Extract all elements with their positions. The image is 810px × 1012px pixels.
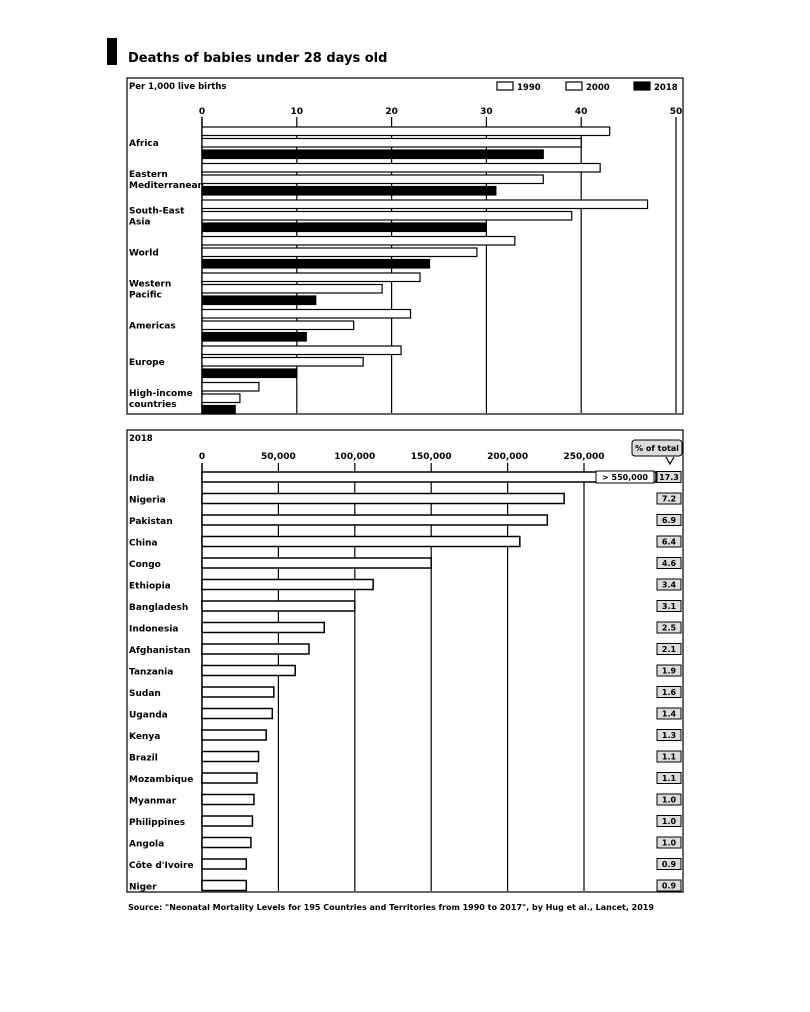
count-bar — [202, 687, 274, 697]
pct-value: 2.5 — [661, 623, 677, 633]
rate-tick-label: 10 — [290, 107, 304, 117]
rate-bar-2018 — [202, 150, 543, 159]
rate-bar-2018 — [202, 223, 486, 232]
country-label: Côte d'Ivoire — [129, 861, 194, 871]
pct-value: 6.9 — [661, 516, 677, 525]
country-label: Tanzania — [129, 667, 174, 678]
legend-label-2000: 2000 — [586, 83, 610, 93]
count-bar — [202, 644, 309, 654]
count-tick-label: 150,000 — [410, 452, 452, 462]
pct-value: 1.3 — [661, 731, 677, 740]
country-label: Nigeria — [129, 495, 166, 506]
legend-label-1990: 1990 — [517, 83, 541, 93]
count-bar — [202, 859, 246, 869]
count-tick-label: 100,000 — [334, 452, 376, 462]
rate-bar-2018 — [202, 187, 496, 196]
panel-rate-title: Per 1,000 live births — [129, 82, 227, 92]
page-title: Deaths of babies under 28 days old — [128, 51, 388, 66]
rate-tick-label: 0 — [198, 107, 206, 117]
country-label: Ethiopia — [129, 581, 171, 592]
rate-bar-2000 — [202, 248, 477, 257]
rate-bar-2000 — [202, 175, 543, 184]
pct-value: 0.9 — [661, 860, 677, 869]
legend-swatch-2018 — [634, 82, 650, 90]
rate-bar-2000 — [202, 321, 354, 330]
pct-value: 0.9 — [661, 881, 677, 891]
source-note: Source: "Neonatal Mortality Levels for 195 Countries and Territories from 1990 to 2017", by Hug et al., Lancet, 2019 — [128, 903, 654, 912]
pct-header-label: % of total — [635, 444, 679, 453]
pct-value: 1.0 — [661, 795, 677, 805]
rate-bar-2018 — [202, 260, 430, 269]
legend-swatch-2000 — [566, 82, 582, 90]
rate-category-label: Asia — [129, 217, 151, 228]
count-bar — [202, 795, 254, 805]
country-label: Niger — [129, 882, 157, 893]
rate-bar-1990 — [202, 346, 401, 355]
rate-bar-2000 — [202, 358, 363, 367]
rate-bar-2018 — [202, 296, 316, 305]
count-bar — [202, 515, 547, 525]
country-label: Sudan — [129, 689, 161, 699]
rate-bar-2000 — [202, 212, 572, 221]
pct-value: 1.0 — [661, 817, 677, 826]
country-label: Kenya — [129, 732, 161, 742]
panel-count — [129, 440, 682, 893]
rate-category-label: Mediterranean — [129, 180, 204, 191]
rate-bar-1990 — [202, 273, 420, 282]
count-tick-label: 0 — [198, 452, 206, 462]
count-tick-label: 200,000 — [487, 452, 529, 462]
rate-category-label: Western — [129, 279, 172, 290]
pct-value: 7.2 — [661, 494, 677, 504]
count-bar — [202, 494, 564, 504]
count-bar — [202, 580, 373, 590]
rate-bar-2000 — [202, 139, 581, 148]
country-label: Myanmar — [129, 796, 177, 807]
rate-category-label: Pacific — [129, 290, 162, 301]
pct-value: 4.6 — [661, 559, 677, 568]
count-tick-label: 50,000 — [261, 452, 296, 462]
count-bar — [202, 709, 272, 719]
rate-bar-2000 — [202, 285, 382, 294]
panel-rate — [129, 82, 682, 414]
panel-count-title: 2018 — [129, 434, 153, 444]
legend-label-2018: 2018 — [654, 83, 678, 93]
rate-bar-2018 — [202, 369, 297, 378]
country-label: Angola — [129, 839, 165, 850]
rate-category-label: Europe — [129, 357, 165, 368]
rate-bar-1990 — [202, 200, 648, 209]
pct-value: 17.3 — [659, 473, 679, 482]
country-label: Afghanistan — [129, 646, 191, 656]
count-bar — [202, 601, 355, 611]
legend-swatch-1990 — [497, 82, 513, 90]
pct-value: 6.4 — [661, 537, 677, 547]
pct-value: 3.4 — [661, 580, 677, 590]
pct-value: 1.1 — [661, 774, 677, 783]
rate-tick-label: 30 — [480, 107, 493, 117]
count-bar — [202, 773, 257, 783]
rate-bar-1990 — [202, 127, 610, 136]
rate-bar-2000 — [202, 394, 240, 403]
country-label: Congo — [129, 560, 161, 570]
count-bar — [202, 558, 431, 568]
count-tick-label: 250,000 — [563, 452, 605, 462]
country-label: Uganda — [129, 710, 168, 721]
rate-category-label: countries — [129, 399, 177, 410]
rate-bar-1990 — [202, 310, 411, 319]
count-bar — [202, 838, 251, 848]
count-bar — [202, 537, 520, 547]
overflow-label: > 550,000 — [602, 473, 648, 482]
rate-category-label: Americas — [129, 321, 176, 332]
rate-category-label: Eastern — [129, 169, 168, 180]
count-bar — [202, 881, 246, 891]
rate-bar-1990 — [202, 383, 259, 392]
title-marker — [107, 38, 117, 65]
count-bar — [202, 730, 266, 740]
pct-value: 3.1 — [661, 602, 677, 611]
count-bar — [202, 752, 259, 762]
rate-tick-label: 50 — [669, 107, 683, 117]
rate-category-label: World — [129, 248, 159, 259]
rate-bar-2018 — [202, 333, 306, 342]
country-label: Brazil — [129, 753, 158, 764]
rate-category-label: Africa — [129, 138, 159, 149]
rate-category-label: High-income — [129, 388, 193, 399]
country-label: Indonesia — [129, 624, 179, 635]
country-label: China — [129, 538, 158, 549]
pct-header-arrow — [666, 457, 674, 464]
rate-bar-1990 — [202, 237, 515, 246]
pct-value: 1.0 — [661, 838, 677, 848]
country-label: Pakistan — [129, 517, 173, 527]
rate-bar-2018 — [202, 406, 235, 415]
pct-value: 1.9 — [661, 666, 677, 676]
country-label: Bangladesh — [129, 603, 189, 613]
country-label: Mozambique — [129, 775, 194, 785]
count-bar — [202, 816, 252, 826]
rate-tick-label: 20 — [385, 107, 398, 117]
pct-value: 1.6 — [661, 688, 677, 697]
rate-category-label: South-East — [129, 206, 185, 217]
rate-bar-1990 — [202, 164, 600, 173]
count-bar — [202, 666, 295, 676]
rate-tick-label: 40 — [574, 107, 588, 117]
country-label: India — [129, 474, 155, 484]
pct-value: 2.1 — [661, 645, 677, 654]
count-bar — [202, 623, 324, 633]
pct-value: 1.4 — [661, 709, 677, 719]
count-bar — [202, 472, 656, 482]
country-label: Philippines — [129, 818, 186, 828]
pct-value: 1.1 — [661, 752, 677, 762]
